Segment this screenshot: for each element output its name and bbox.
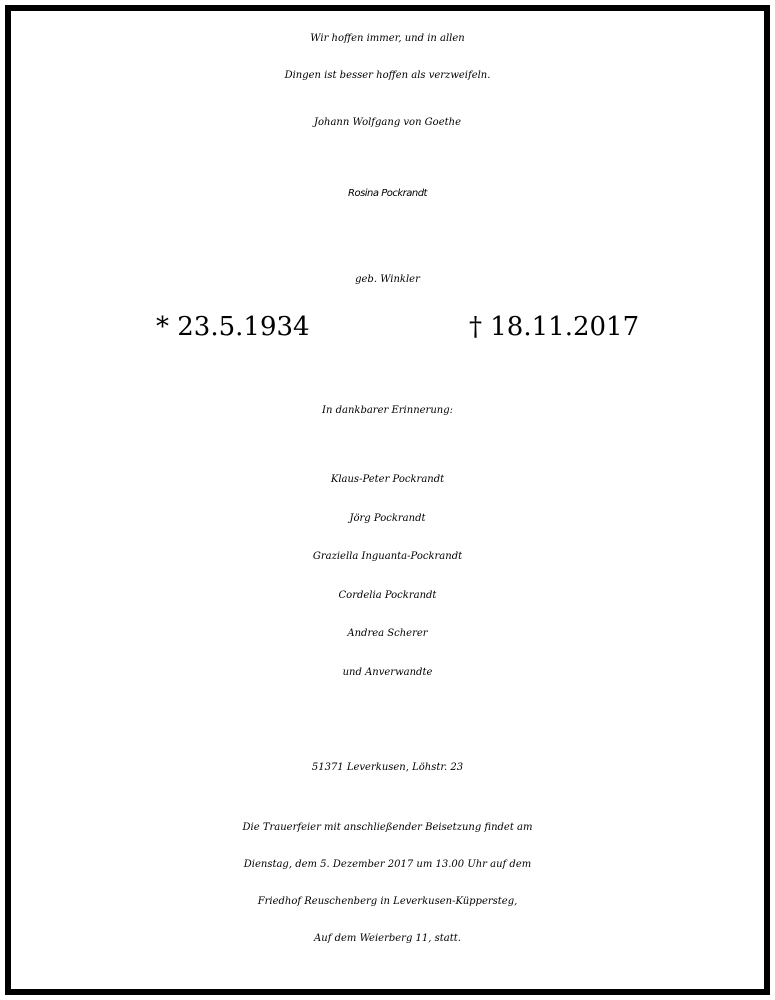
mourner-name: Andrea Scherer: [347, 628, 428, 639]
mourner-name: Cordelia Pockrandt: [338, 590, 437, 601]
quote-line-2: Dingen ist besser hoffen als verzweifeln.: [284, 70, 491, 81]
mourner-name: und Anverwandte: [342, 667, 433, 678]
death-date: † 18.11.2017: [469, 312, 640, 342]
birth-name: geb. Winkler: [355, 274, 420, 285]
mourner-name: Klaus-Peter Pockrandt: [330, 474, 445, 485]
funeral-notice-line-4: Auf dem Weierberg 11, statt.: [314, 933, 461, 944]
funeral-notice-line-1: Die Trauerfeier mit anschließender Beisetzung findet am: [242, 822, 533, 833]
birth-date: * 23.5.1934: [156, 312, 310, 342]
mourner-name: Jörg Pockrandt: [349, 513, 426, 524]
quote-line-1: Wir hoffen immer, und in allen: [310, 33, 465, 44]
deceased-name: Rosina Pockrandt: [348, 188, 427, 199]
obituary-frame: [5, 5, 770, 995]
quote-author: Johann Wolfgang von Goethe: [314, 117, 461, 128]
mourner-name: Graziella Inguanta-Pockrandt: [312, 551, 463, 562]
address: 51371 Leverkusen, Löhstr. 23: [311, 762, 464, 773]
memory-heading: In dankbarer Erinnerung:: [322, 405, 453, 416]
funeral-notice-line-2: Dienstag, dem 5. Dezember 2017 um 13.00 Uhr auf dem: [243, 859, 532, 870]
funeral-notice-line-3: Friedhof Reuschenberg in Leverkusen-Küppersteg,: [257, 896, 518, 907]
